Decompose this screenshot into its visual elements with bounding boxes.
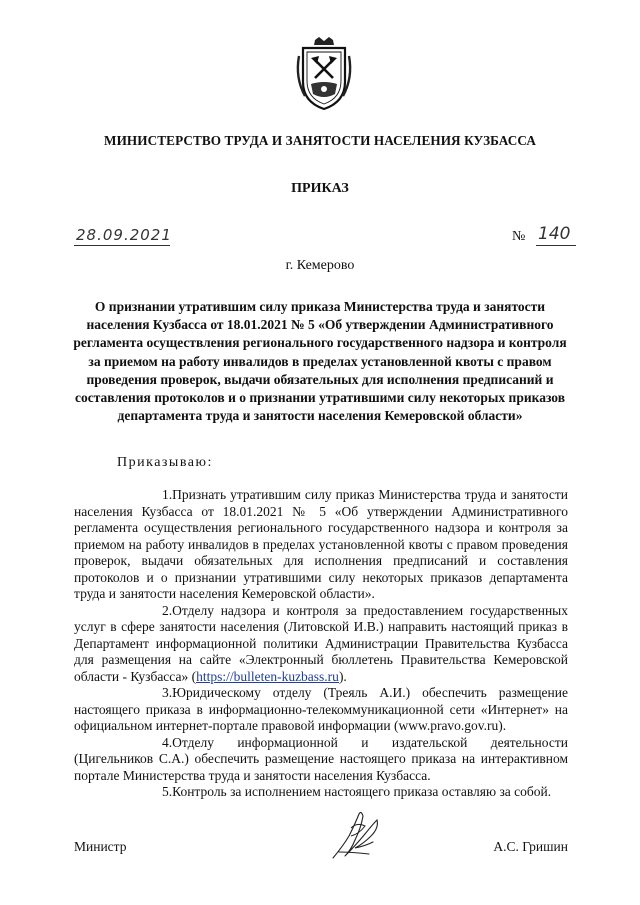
item-text: Отделу надзора и контроля за предоставлением государственных услуг в сфере занятости населения (Литовской И.В.) направить настоящий приказ в Департамент информационной политики Администрации Правительства Кузбасса для размещения на сайте «Электронный бюллетень Правительства Кемеровской области - Кузбасса» ( <box>74 602 568 684</box>
item-number: 1. <box>162 487 173 502</box>
item-text: Юридическому отделу (Треяль А.И.) обеспечить размещение настоящего приказа в информационно-телекоммуникационной сети «Интернет» на официальном интернет-портале правовой информации (www.pravo.gov.ru). <box>74 685 568 733</box>
order-directive: Приказываю: <box>117 455 213 470</box>
order-subject: О признании утратившим силу приказа Министерства труда и занятости населения Кузбасса от 18.01.2021 № 5 «Об утверждении Административного регламента осуществления регионального государственного надзора и контроля за приемом на работу инвалидов в пределах установленной квоты с правом проведения проверок, выдачи обязательных для исполнения предписаний и составления протоколов и о признании утратившими силу некоторых приказов департамента труда и занятости населения Кемеровской области» <box>73 299 567 424</box>
bulletin-link[interactable]: https://bulleten-kuzbass.ru <box>196 668 339 684</box>
handwritten-date <box>74 226 170 248</box>
order-number <box>512 226 576 248</box>
item-text: Контроль за исполнением настоящего приказа оставляю за собой. <box>172 784 552 799</box>
date-value: 28.09.2021 <box>76 226 172 244</box>
item-text: Признать утратившим силу приказ Министерства труда и занятости населения Кузбасса от 18.01.2021 № 5 «Об утверждении Административного регламента осуществления регионального государственного надзора и контроля за приемом на работу инвалидов в пределах установленной квоты с правом проведения проверок, выдачи обязательных для исполнения предписаний и составления протоколов и о признании утратившими силу некоторых приказов департамента труда и занятости населения Кемеровской области». <box>74 487 568 601</box>
coat-of-arms-icon <box>293 36 355 112</box>
item-text: Отделу информационной и издательской деятельности (Цигельников С.А.) обеспечить размещение настоящего приказа на интерактивном портале Министерства труда и занятости населения Кузбасса. <box>74 734 568 783</box>
date-underline <box>74 245 170 246</box>
order-item <box>74 735 568 785</box>
signer-name: А.С. Гришин <box>493 839 568 854</box>
order-item <box>74 685 568 735</box>
number-label: № <box>512 229 526 244</box>
item-number: 4. <box>162 734 173 750</box>
number-value: 140 <box>538 224 571 244</box>
city: г. Кемерово <box>285 258 355 273</box>
item-number: 3. <box>162 685 173 700</box>
item-number: 2. <box>162 602 173 618</box>
order-body <box>74 487 568 801</box>
ministry-name: МИНИСТЕРСТВО ТРУДА И ЗАНЯТОСТИ НАСЕЛЕНИЯ КУЗБАССА <box>104 133 536 148</box>
item-number: 5. <box>162 784 173 799</box>
order-item <box>74 784 568 801</box>
number-underline <box>536 245 576 246</box>
order-item <box>74 603 568 686</box>
item-text-end: ). <box>338 668 347 684</box>
signer-title: Министр <box>74 839 127 854</box>
order-item <box>74 487 568 603</box>
document-type: ПРИКАЗ <box>291 181 349 196</box>
signature-block <box>74 839 568 859</box>
